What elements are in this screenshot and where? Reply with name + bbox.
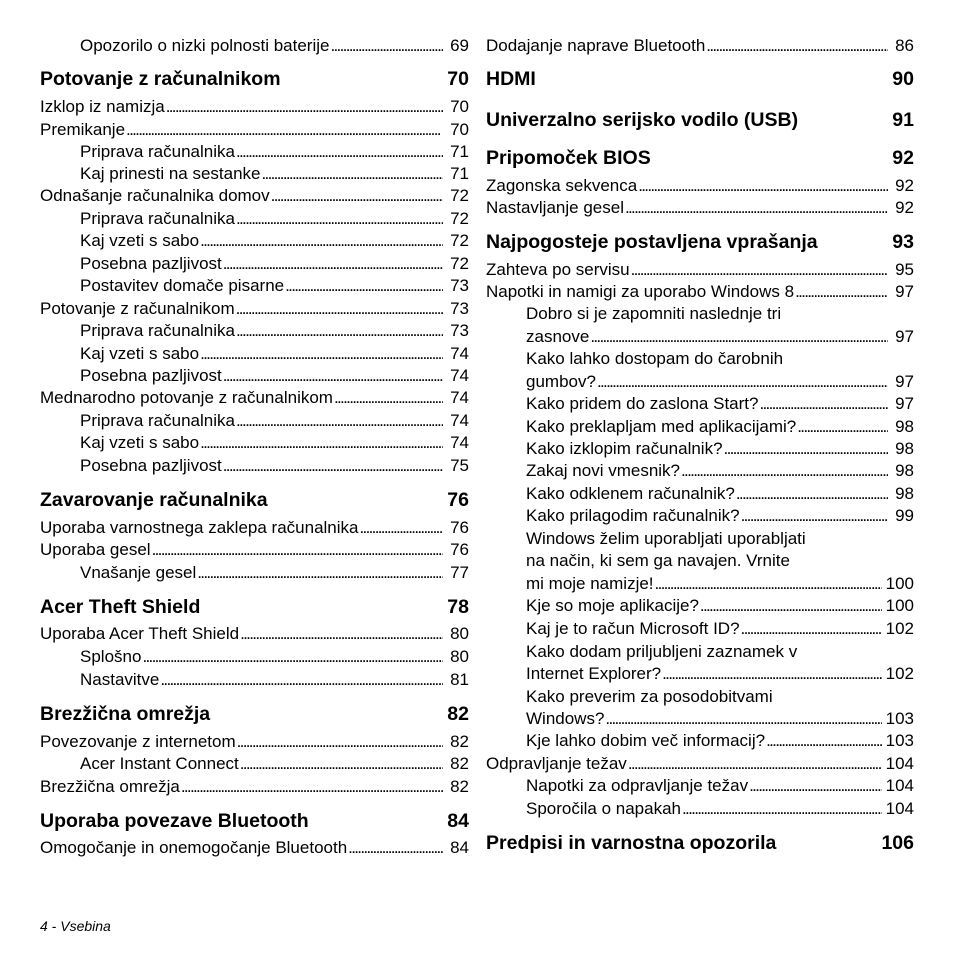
dot-leader xyxy=(359,518,443,538)
dot-leader xyxy=(681,461,888,481)
toc-entry-page: 76 xyxy=(450,518,469,537)
toc-entry-title: Windows? xyxy=(526,709,605,728)
toc-entry-continuation: Kako dodam priljubljeni zaznamek v xyxy=(526,642,798,661)
toc-subentry xyxy=(80,456,469,476)
dot-leader xyxy=(285,276,443,296)
toc-entry-title: Kaj vzeti s sabo xyxy=(80,433,200,452)
toc-entry-page: 73 xyxy=(450,276,469,295)
toc-entry-continuation: Kako lahko dostopam do čarobnih xyxy=(526,349,784,368)
toc-subentry xyxy=(80,164,469,184)
toc-subentry xyxy=(526,461,914,481)
toc-entry-page: 100 xyxy=(885,574,914,593)
toc-entry-page: 81 xyxy=(450,670,469,689)
toc-subentry xyxy=(80,563,469,583)
toc-entry-title: Zahteva po servisu xyxy=(486,260,630,279)
dot-leader xyxy=(126,120,443,140)
dot-leader xyxy=(142,647,443,667)
toc-entry xyxy=(486,260,914,280)
toc-entry-title: Kje lahko dobim več informacij? xyxy=(526,731,766,750)
toc-subentry xyxy=(526,731,914,751)
dot-leader xyxy=(330,36,443,56)
toc-entry xyxy=(40,120,469,140)
dot-leader xyxy=(655,574,882,594)
toc-entry-page: 92 xyxy=(895,176,914,195)
toc-heading-page: 84 xyxy=(447,810,469,832)
toc-heading-title: Brezžična omrežja xyxy=(40,703,211,725)
dot-leader xyxy=(236,299,443,319)
dot-leader xyxy=(197,563,443,583)
toc-entry-page: 76 xyxy=(450,540,469,559)
toc-entry xyxy=(486,198,914,218)
toc-entry xyxy=(40,186,469,206)
toc-subentry xyxy=(80,344,469,364)
dot-leader xyxy=(271,186,443,206)
toc-entry-title: Postavitev domače pisarne xyxy=(80,276,285,295)
toc-entry xyxy=(40,777,469,797)
dot-leader xyxy=(348,838,443,858)
toc-subentry xyxy=(80,36,469,56)
dot-leader xyxy=(724,439,888,459)
toc-entry-title: Zakaj novi vmesnik? xyxy=(526,461,681,480)
toc-entry-title: Povezovanje z internetom xyxy=(40,732,236,751)
toc-entry-title: Premikanje xyxy=(40,120,126,139)
toc-entry-page: 97 xyxy=(895,282,914,301)
toc-subentry xyxy=(80,670,469,690)
toc-entry-title: Omogočanje in onemogočanje Bluetooth xyxy=(40,838,348,857)
toc-entry-page: 72 xyxy=(450,231,469,250)
toc-entry-title: Priprava računalnika xyxy=(80,209,235,228)
toc-heading xyxy=(40,809,469,833)
dot-leader xyxy=(741,619,882,639)
toc-entry-page: 98 xyxy=(895,439,914,458)
toc-subentry xyxy=(80,433,469,453)
toc-subentry xyxy=(80,254,469,274)
toc-heading-title: HDMI xyxy=(486,68,536,90)
toc-heading xyxy=(486,230,914,254)
dot-leader xyxy=(797,417,888,437)
toc-entry xyxy=(40,838,469,858)
toc-entry-title: Sporočila o napakah xyxy=(526,799,682,818)
toc-heading-title: Acer Theft Shield xyxy=(40,596,201,618)
toc-entry-page: 72 xyxy=(450,254,469,273)
toc-entry-title: Napotki za odpravljanje težav xyxy=(526,776,749,795)
toc-heading-page: 82 xyxy=(447,703,469,725)
toc-subentry xyxy=(80,754,469,774)
toc-heading-title: Predpisi in varnostna opozorila xyxy=(486,832,777,854)
toc-entry-title: Priprava računalnika xyxy=(80,321,235,340)
toc-subentry xyxy=(80,411,469,431)
dot-leader xyxy=(628,754,882,774)
toc-entry-title: Priprava računalnika xyxy=(80,411,235,430)
toc-entry-continuation: Kako preverim za posodobitvami xyxy=(526,687,773,706)
dot-leader xyxy=(200,433,443,453)
toc-entry-page: 92 xyxy=(895,198,914,217)
toc-entry-page: 97 xyxy=(895,372,914,391)
toc-entry-title: Dodajanje naprave Bluetooth xyxy=(486,36,706,55)
toc-entry-page: 98 xyxy=(895,484,914,503)
dot-leader xyxy=(223,456,443,476)
toc-subentry xyxy=(526,799,914,819)
toc-entry-page: 70 xyxy=(450,97,469,116)
toc-subentry xyxy=(80,321,469,341)
toc-heading-page: 70 xyxy=(447,68,469,90)
toc-entry-page: 73 xyxy=(450,321,469,340)
dot-leader xyxy=(160,670,443,690)
dot-leader xyxy=(662,664,881,684)
toc-heading-title: Najpogosteje postavljena vprašanja xyxy=(486,231,818,253)
toc-entry-title: Nastavitve xyxy=(80,670,160,689)
toc-entry-page: 80 xyxy=(450,624,469,643)
dot-leader xyxy=(625,198,888,218)
dot-leader xyxy=(223,366,443,386)
toc-entry xyxy=(40,97,469,117)
toc-entry-continuation: na način, ki sem ga navajen. Vrnite xyxy=(526,551,790,570)
toc-heading-page: 78 xyxy=(447,596,469,618)
dot-leader xyxy=(262,164,444,184)
page-footer: 4 - Vsebina xyxy=(40,918,111,934)
toc-entry-title: Posebna pazljivost xyxy=(80,366,222,385)
dot-leader xyxy=(152,540,443,560)
dot-leader xyxy=(236,209,443,229)
dot-leader xyxy=(236,411,443,431)
dot-leader xyxy=(759,394,888,414)
toc-subentry xyxy=(526,776,914,796)
toc-entry-title: Kako preklapljam med aplikacijami? xyxy=(526,417,797,436)
dot-leader xyxy=(749,776,882,796)
toc-entry-title: Kaj vzeti s sabo xyxy=(80,231,200,250)
dot-leader xyxy=(736,484,888,504)
toc-entry-title: Acer Instant Connect xyxy=(80,754,239,773)
toc-entry-title: Zagonska sekvenca xyxy=(486,176,638,195)
toc-heading xyxy=(40,595,469,619)
toc-subentry xyxy=(80,231,469,251)
toc-entry-page: 71 xyxy=(450,142,469,161)
toc-heading xyxy=(486,146,914,170)
toc-heading-page: 92 xyxy=(892,147,914,169)
toc-entry-page: 98 xyxy=(895,461,914,480)
toc-heading xyxy=(40,67,469,91)
toc-entry-title: Splošno xyxy=(80,647,142,666)
dot-leader xyxy=(223,254,443,274)
toc-entry-page: 103 xyxy=(885,731,914,750)
toc-subentry xyxy=(526,372,914,392)
toc-entry-page: 82 xyxy=(450,777,469,796)
toc-entry-page: 100 xyxy=(885,596,914,615)
toc-subentry xyxy=(80,647,469,667)
toc-subentry xyxy=(80,142,469,162)
toc-entry xyxy=(40,299,469,319)
toc-heading-page: 106 xyxy=(881,832,914,854)
toc-entry-title: Izklop iz namizja xyxy=(40,97,165,116)
dot-leader xyxy=(682,799,882,819)
toc-entry-continuation: Windows želim uporabljati uporabljati xyxy=(526,529,806,548)
toc-entry-title: gumbov? xyxy=(526,372,596,391)
toc-heading-title: Potovanje z računalnikom xyxy=(40,68,281,90)
dot-leader xyxy=(638,176,888,196)
toc-subentry xyxy=(526,484,914,504)
toc-heading xyxy=(486,67,914,91)
dot-leader xyxy=(631,260,888,280)
toc-entry-page: 104 xyxy=(885,776,914,795)
toc-entry-page: 74 xyxy=(450,344,469,363)
toc-entry-page: 74 xyxy=(450,411,469,430)
toc-entry xyxy=(40,732,469,752)
toc-entry-title: Uporaba varnostnega zaklepa računalnika xyxy=(40,518,359,537)
toc-entry-page: 82 xyxy=(450,754,469,773)
toc-subentry xyxy=(80,366,469,386)
dot-leader xyxy=(166,97,443,117)
toc-entry-title: Priprava računalnika xyxy=(80,142,235,161)
dot-leader xyxy=(795,282,888,302)
toc-entry-page: 82 xyxy=(450,732,469,751)
toc-entry-title: zasnove xyxy=(526,327,590,346)
toc-entry-page: 74 xyxy=(450,366,469,385)
toc-subentry xyxy=(526,619,914,639)
toc-entry-title: Kaj vzeti s sabo xyxy=(80,344,200,363)
dot-leader xyxy=(700,596,882,616)
toc-entry-title: Mednarodno potovanje z računalnikom xyxy=(40,388,333,407)
toc-entry-page: 104 xyxy=(885,799,914,818)
toc-entry-title: Vnašanje gesel xyxy=(80,563,197,582)
toc-entry-title: Kje so moje aplikacije? xyxy=(526,596,699,615)
toc-heading xyxy=(486,108,914,132)
toc-entry-continuation: Dobro si je zapomniti naslednje tri xyxy=(526,304,782,323)
toc-entry xyxy=(486,282,914,302)
toc-heading-page: 93 xyxy=(892,231,914,253)
toc-entry-page: 75 xyxy=(450,456,469,475)
toc-subentry xyxy=(526,709,914,729)
toc-heading xyxy=(40,702,469,726)
toc-entry-title: Kako pridem do zaslona Start? xyxy=(526,394,759,413)
dot-leader xyxy=(597,372,888,392)
dot-leader xyxy=(236,142,443,162)
toc-entry-page: 74 xyxy=(450,433,469,452)
toc-subentry xyxy=(80,276,469,296)
toc-entry-page: 104 xyxy=(885,754,914,773)
toc-heading-title: Zavarovanje računalnika xyxy=(40,489,268,511)
toc-entry-title: Opozorilo o nizki polnosti baterije xyxy=(80,36,330,55)
toc-heading-title: Univerzalno serijsko vodilo (USB) xyxy=(486,109,799,131)
toc-entry-page: 102 xyxy=(885,619,914,638)
toc-entry-title: Uporaba gesel xyxy=(40,540,151,559)
dot-leader xyxy=(200,344,443,364)
dot-leader xyxy=(236,321,443,341)
toc-entry-title: Kaj prinesti na sestanke xyxy=(80,164,261,183)
dot-leader xyxy=(181,777,443,797)
toc-entry-page: 97 xyxy=(895,327,914,346)
toc-subentry xyxy=(526,327,914,347)
dot-leader xyxy=(240,624,443,644)
toc-heading-page: 90 xyxy=(892,68,914,90)
toc-entry-page: 103 xyxy=(885,709,914,728)
toc-entry xyxy=(40,388,469,408)
toc-heading-page: 76 xyxy=(447,489,469,511)
toc-entry-title: Odpravljanje težav xyxy=(486,754,627,773)
toc-subentry xyxy=(526,439,914,459)
dot-leader xyxy=(237,732,443,752)
toc-entry-page: 74 xyxy=(450,388,469,407)
toc-entry-page: 99 xyxy=(895,506,914,525)
toc-entry-title: Kako odklenem računalnik? xyxy=(526,484,735,503)
toc-entry-title: Brezžična omrežja xyxy=(40,777,180,796)
dot-leader xyxy=(741,506,888,526)
toc-entry-title: Potovanje z računalnikom xyxy=(40,299,235,318)
toc-heading-title: Uporaba povezave Bluetooth xyxy=(40,810,309,832)
toc-entry-page: 98 xyxy=(895,417,914,436)
toc-heading xyxy=(486,831,914,855)
toc-subentry xyxy=(526,664,914,684)
toc-entry-page: 84 xyxy=(450,838,469,857)
toc-entry-page: 97 xyxy=(895,394,914,413)
toc-entry xyxy=(40,624,469,644)
toc-entry-title: mi moje namizje! xyxy=(526,574,654,593)
toc-subentry xyxy=(526,394,914,414)
toc-subentry xyxy=(526,506,914,526)
toc-entry-page: 86 xyxy=(895,36,914,55)
dot-leader xyxy=(200,231,443,251)
toc-heading xyxy=(40,488,469,512)
toc-entry-page: 73 xyxy=(450,299,469,318)
toc-subentry xyxy=(80,209,469,229)
toc-entry-page: 80 xyxy=(450,647,469,666)
toc-entry-page: 95 xyxy=(895,260,914,279)
toc-entry-page: 72 xyxy=(450,186,469,205)
toc-entry xyxy=(40,518,469,538)
toc-entry-title: Internet Explorer? xyxy=(526,664,662,683)
dot-leader xyxy=(766,731,882,751)
toc-entry-title: Kako izklopim računalnik? xyxy=(526,439,723,458)
dot-leader xyxy=(590,327,888,347)
toc-entry-title: Uporaba Acer Theft Shield xyxy=(40,624,240,643)
dot-leader xyxy=(240,754,443,774)
toc-subentry xyxy=(526,574,914,594)
toc-entry xyxy=(486,36,914,56)
toc-entry-page: 77 xyxy=(450,563,469,582)
toc-entry xyxy=(486,754,914,774)
toc-entry-title: Kako prilagodim računalnik? xyxy=(526,506,740,525)
toc-subentry xyxy=(526,417,914,437)
toc-heading-title: Pripomoček BIOS xyxy=(486,147,651,169)
dot-leader xyxy=(334,388,443,408)
toc-entry-page: 71 xyxy=(450,164,469,183)
toc-entry-page: 72 xyxy=(450,209,469,228)
toc-entry xyxy=(486,176,914,196)
toc-entry-title: Napotki in namigi za uporabo Windows 8 xyxy=(486,282,795,301)
toc-entry-title: Posebna pazljivost xyxy=(80,254,222,273)
toc-heading-page: 91 xyxy=(892,109,914,131)
toc-entry-title: Kaj je to račun Microsoft ID? xyxy=(526,619,740,638)
toc-entry-page: 102 xyxy=(885,664,914,683)
toc-subentry xyxy=(526,596,914,616)
toc-entry-page: 70 xyxy=(450,120,469,139)
toc-entry-title: Nastavljanje gesel xyxy=(486,198,624,217)
toc-entry-title: Odnašanje računalnika domov xyxy=(40,186,270,205)
toc-entry-page: 69 xyxy=(450,36,469,55)
dot-leader xyxy=(605,709,881,729)
dot-leader xyxy=(706,36,888,56)
toc-entry-title: Posebna pazljivost xyxy=(80,456,222,475)
toc-entry xyxy=(40,540,469,560)
